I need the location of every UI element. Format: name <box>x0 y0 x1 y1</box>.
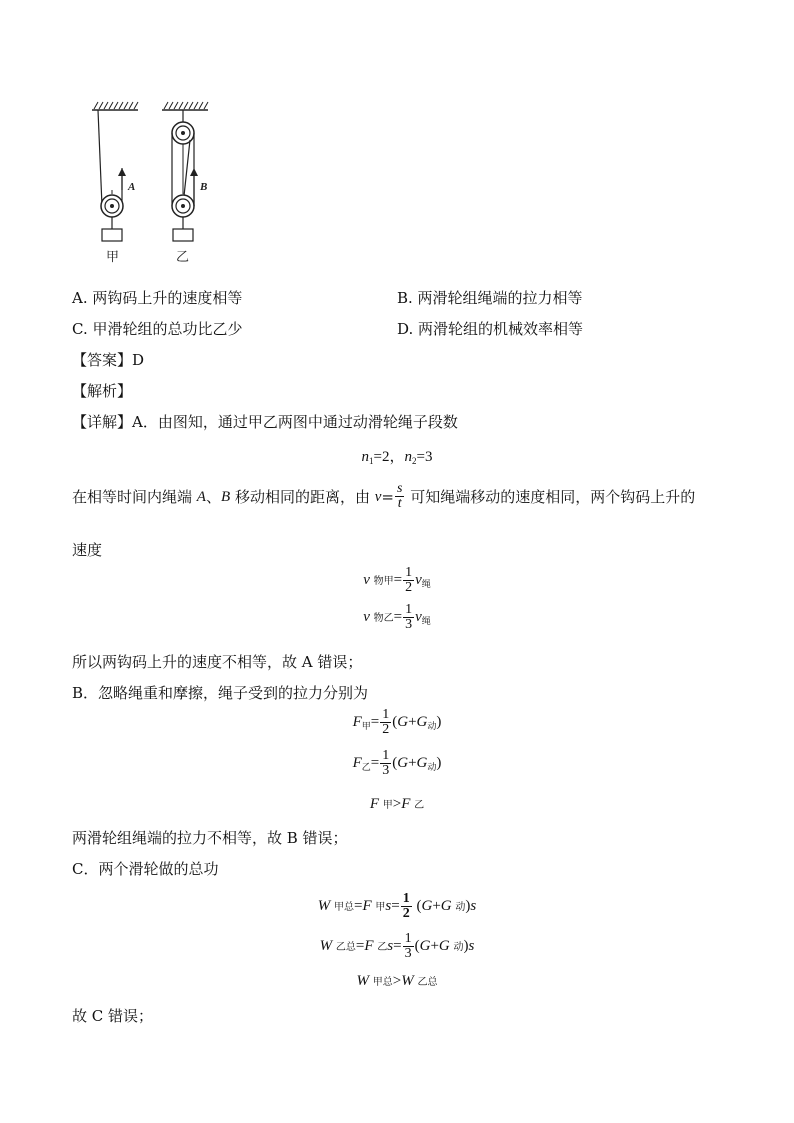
analysis-heading: 【解析】 <box>72 382 133 400</box>
equation-f-compare: F 甲>F 乙 <box>369 796 425 812</box>
equation-n: $n_1=2$，$n_2=3$ <box>361 449 433 466</box>
equation-f-yi: $F_乙=$ $\frac{1}{3}$ $(G+G_动)$ <box>352 748 442 778</box>
equation-w-yi: W 乙总=F 乙s= $\frac{1}{3}$ (G+G 动)s <box>319 931 475 961</box>
ceiling-left <box>92 102 138 110</box>
equation-w-compare: W 甲总>W 乙总 <box>356 973 438 989</box>
speed-paragraph: 在相等时间内绳端 A 、 B 移动相同的距离，由 v = $\frac{s}{t}$ 可知绳端移动的速度相同，两个钩码上升的 <box>72 481 696 511</box>
movable-pulley-right <box>172 195 194 217</box>
answer-line: 【答案】D <box>72 351 145 369</box>
option-c: C. 甲滑轮组的总功比乙少 <box>72 320 243 338</box>
pulley-figure <box>86 98 226 268</box>
fraction-s-over-t: $\frac{s}{t}$ <box>396 481 403 511</box>
b-intro: B．忽略绳重和摩擦，绳子受到的拉力分别为 <box>72 684 369 702</box>
option-d: D. 两滑轮组的机械效率相等 <box>397 320 584 338</box>
conclusion-a: 所以两钩码上升的速度不相等，故 A 错误； <box>72 653 363 671</box>
equation-w-jia: W 甲总=F 甲s= $\frac{1}{2}$ (G+G 动)s <box>317 891 477 921</box>
ceiling-right <box>162 102 208 110</box>
equation-v-yi: v 物乙= $\frac{1}{3}$ $v_绳$ <box>363 602 431 632</box>
movable-pulley-left <box>101 195 123 217</box>
option-a: A. 两钩码上升的速度相等 <box>72 289 243 307</box>
c-intro: C．两个滑轮做的总功 <box>72 860 219 878</box>
speed-paragraph-cont: 速度 <box>72 541 103 559</box>
label-b: B <box>200 181 208 193</box>
caption-left: 甲 <box>106 249 120 264</box>
option-b: B. 两滑轮组绳端的拉力相等 <box>397 289 583 307</box>
weight-left <box>102 229 122 241</box>
equation-v-jia: v 物甲= $\frac{1}{2}$ $v_绳$ <box>363 565 431 595</box>
conclusion-b: 两滑轮组绳端的拉力不相等，故 B 错误； <box>72 829 348 847</box>
weight-right <box>173 229 193 241</box>
fixed-pulley-right <box>172 122 194 144</box>
label-a: A <box>128 181 136 193</box>
conclusion-c: 故 C 错误； <box>72 1007 154 1025</box>
equation-f-jia: $F_甲=$ $\frac{1}{2}$ $(G+G_动)$ <box>352 707 442 737</box>
detail-intro: 【详解】A．由图知，通过甲乙两图中通过动滑轮绳子段数 <box>72 413 458 431</box>
caption-right: 乙 <box>176 249 190 264</box>
